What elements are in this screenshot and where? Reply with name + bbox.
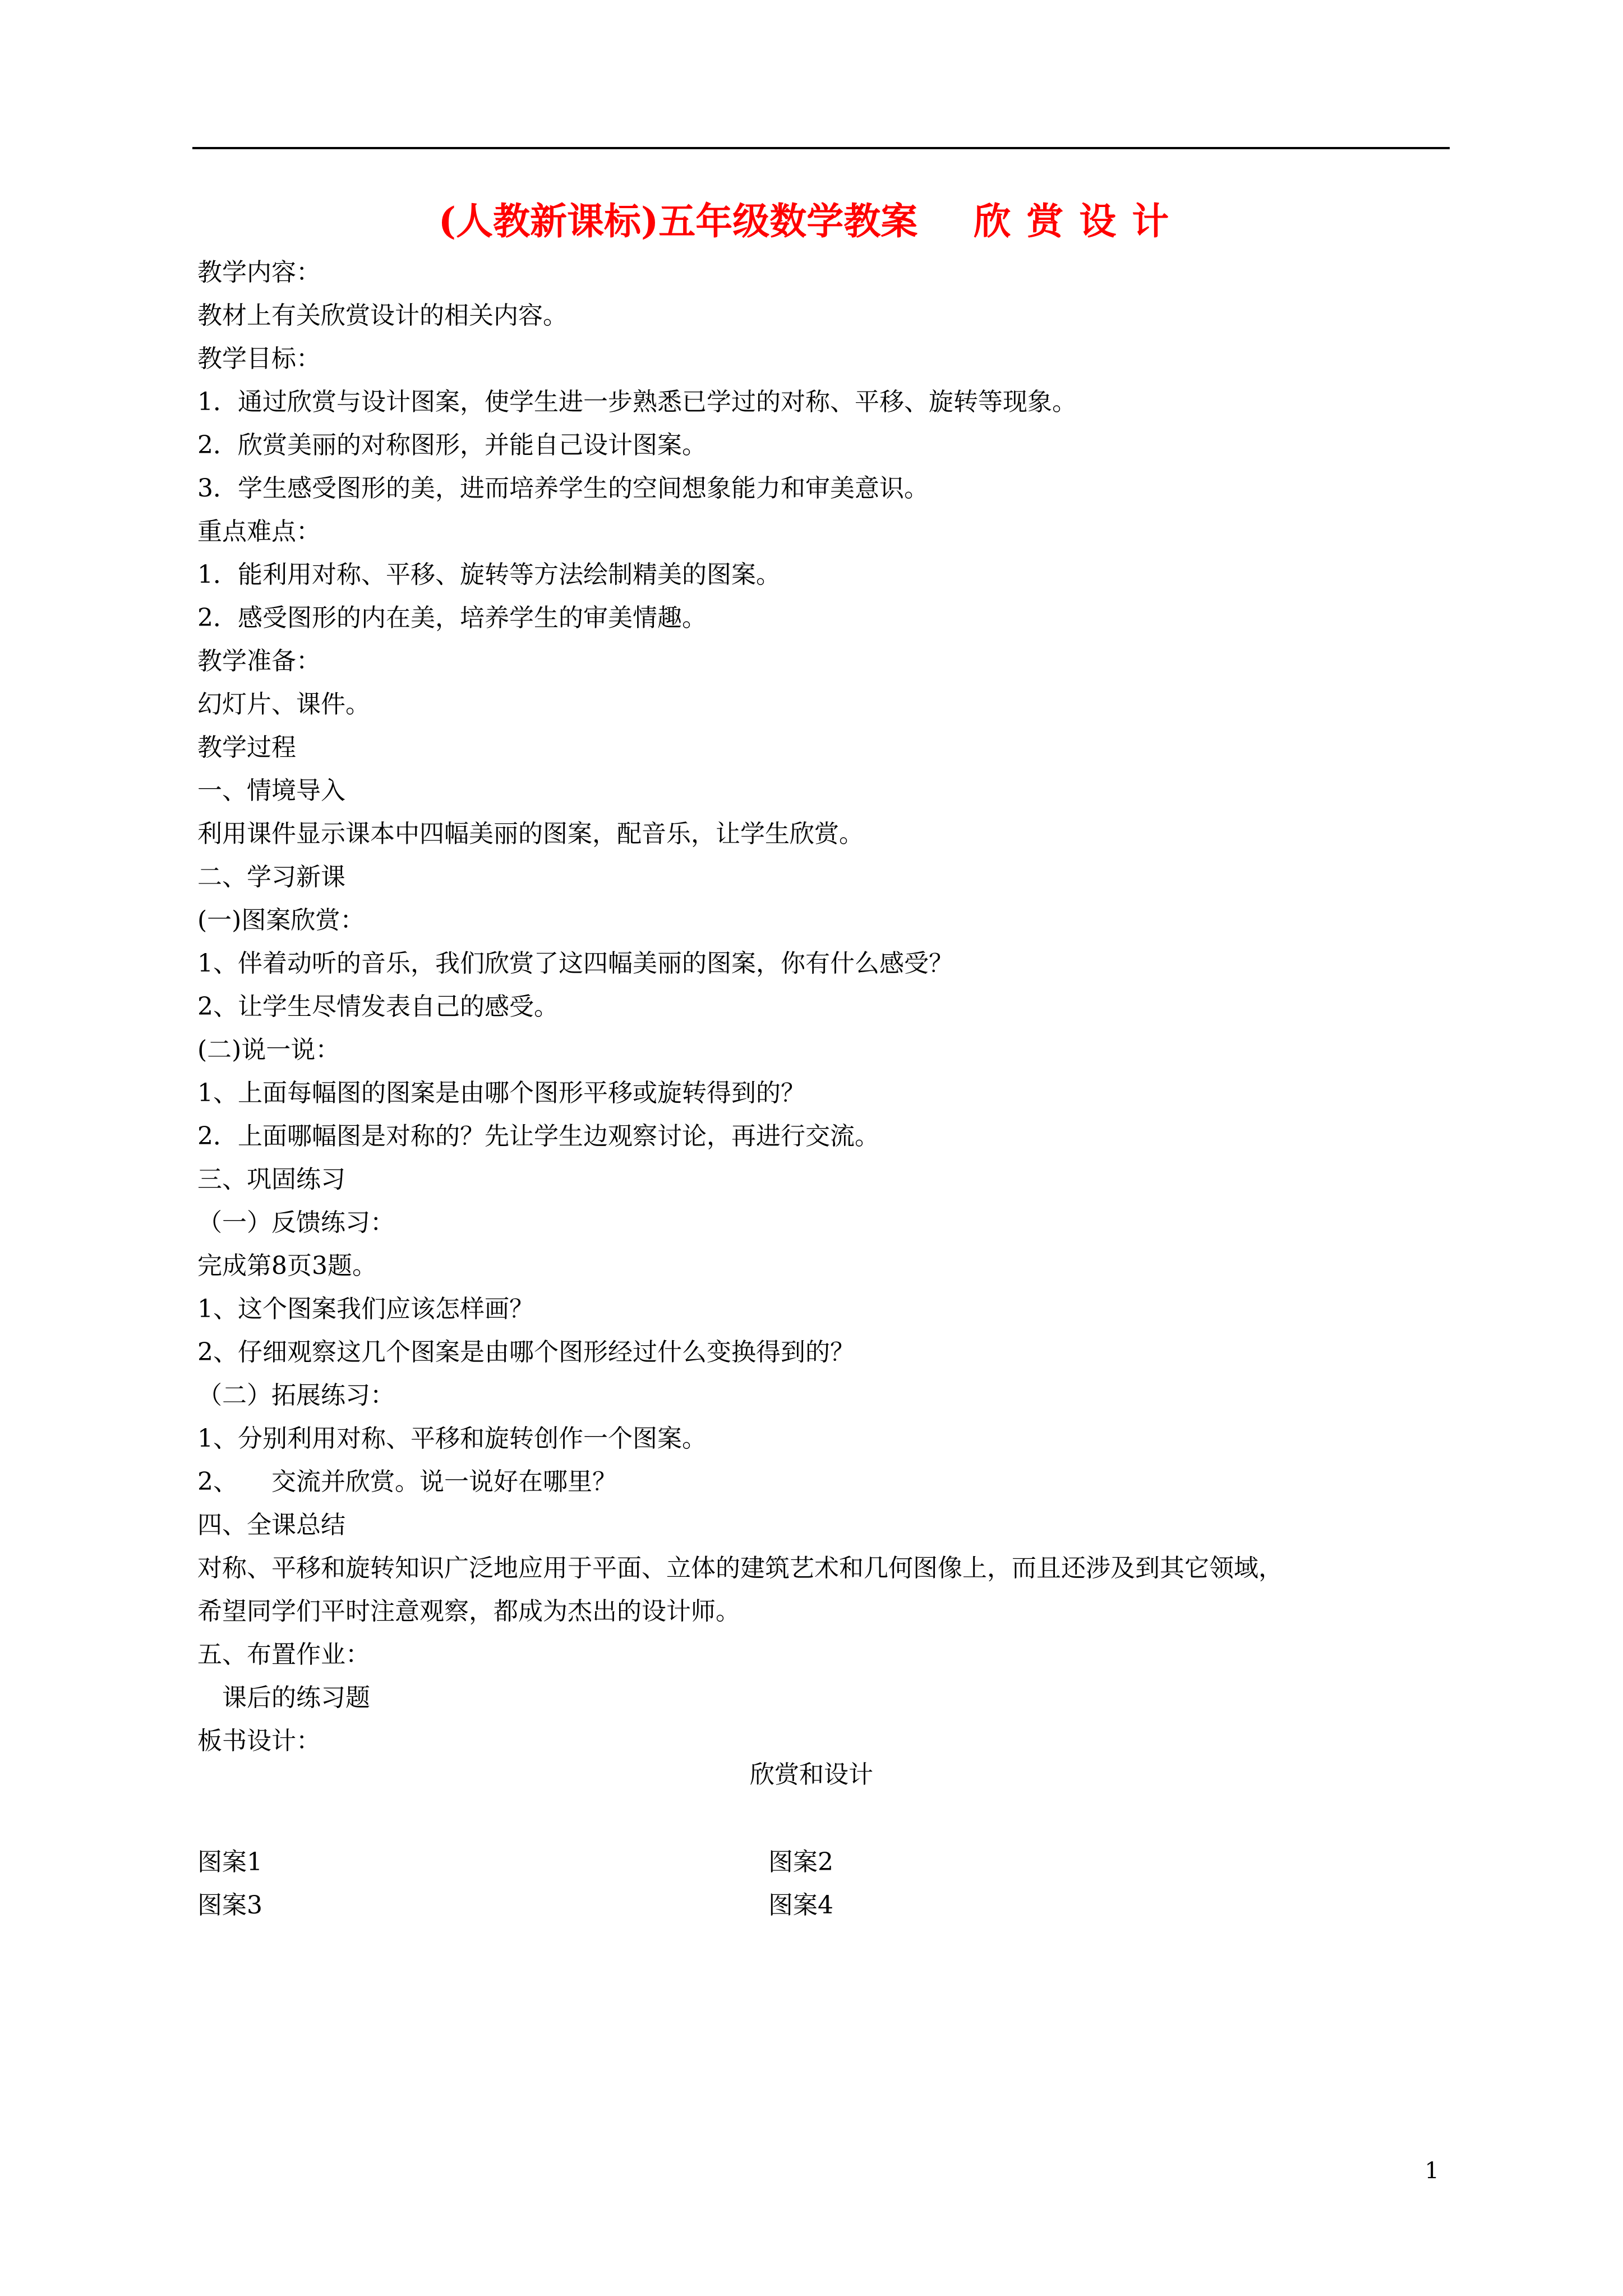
key-point-1: 1．能利用对称、平移、旋转等方法绘制精美的图案。 [197,560,781,589]
list-number: 2、 [197,1467,238,1496]
paragraph-exercise: 完成第8页3题。 [197,1251,377,1280]
sub-heading-feedback: （一）反馈练习： [197,1208,395,1237]
section-heading-preparation: 教学准备： [197,647,321,675]
key-point-2: 2．感受图形的内在美，培养学生的审美情趣。 [197,604,707,632]
list-item: 1、这个图案我们应该怎样画？ [197,1295,534,1323]
list-item [197,1460,1459,1503]
list-item: 2．上面哪幅图是对称的？先让学生边观察讨论，再进行交流。 [197,1122,879,1151]
section-heading-goals: 教学目标： [197,344,321,373]
goal-item-2: 2．欣赏美丽的对称图形，并能自己设计图案。 [197,431,707,459]
board-item: 图案1 [197,1848,262,1876]
title-sub: 欣赏设计 [974,199,1185,243]
goal-item-1: 1．通过欣赏与设计图案，使学生进一步熟悉已学过的对称、平移、旋转等现象。 [197,388,1077,416]
board-item: 图案3 [197,1891,262,1920]
board-item: 图案4 [768,1891,833,1920]
step-heading-homework: 五、布置作业： [197,1640,370,1669]
paragraph-intro: 利用课件显示课本中四幅美丽的图案，配音乐，让学生欣赏。 [197,820,864,848]
board-item: 图案2 [768,1848,833,1876]
section-heading-key-points: 重点难点： [197,517,321,546]
list-item: 2、仔细观察这几个图案是由哪个图形经过什么变换得到的？ [197,1338,855,1366]
section-heading-process: 教学过程 [197,733,296,762]
section-heading-board: 板书设计： [197,1727,321,1755]
list-item: 1、上面每幅图的图案是由哪个图形平移或旋转得到的？ [197,1079,805,1107]
step-heading-practice: 三、巩固练习 [197,1165,345,1194]
list-text: 交流并欣赏。说一说好在哪里？ [271,1467,617,1496]
lesson-body [197,251,1459,1763]
paragraph-content: 教材上有关欣赏设计的相关内容。 [197,301,568,330]
board-grid [197,1841,1319,1927]
paragraph-summary-2: 希望同学们平时注意观察，都成为杰出的设计师。 [197,1597,740,1626]
list-item: 2、让学生尽情发表自己的感受。 [197,992,559,1021]
step-heading-intro: 一、情境导入 [197,776,345,805]
header-rule [192,147,1450,149]
paragraph-summary-1: 对称、平移和旋转知识广泛地应用于平面、立体的建筑艺术和几何图像上，而且还涉及到其它领域， [197,1554,1283,1582]
board-title: 欣赏和设计 [750,1760,873,1789]
step-heading-new-lesson: 二、学习新课 [197,863,345,891]
paragraph-preparation: 幻灯片、课件。 [197,690,370,719]
document-title [0,194,1623,248]
goal-item-3: 3．学生感受图形的美，进而培养学生的空间想象能力和审美意识。 [197,474,929,503]
section-heading-content: 教学内容： [197,258,321,287]
list-item: 1、伴着动听的音乐，我们欣赏了这四幅美丽的图案，你有什么感受？ [197,949,953,978]
paragraph-homework: 课后的练习题 [222,1683,370,1712]
step-heading-summary: 四、全课总结 [197,1511,345,1539]
title-main: (人教新课标)五年级数学教案 [438,199,918,243]
sub-heading-discuss: (二)说一说： [197,1036,340,1064]
page-number: 1 [1424,2158,1439,2184]
list-item: 1、分别利用对称、平移和旋转创作一个图案。 [197,1424,707,1453]
sub-heading-extension: （二）拓展练习： [197,1381,395,1410]
sub-heading-appreciation: (一)图案欣赏： [197,906,365,935]
